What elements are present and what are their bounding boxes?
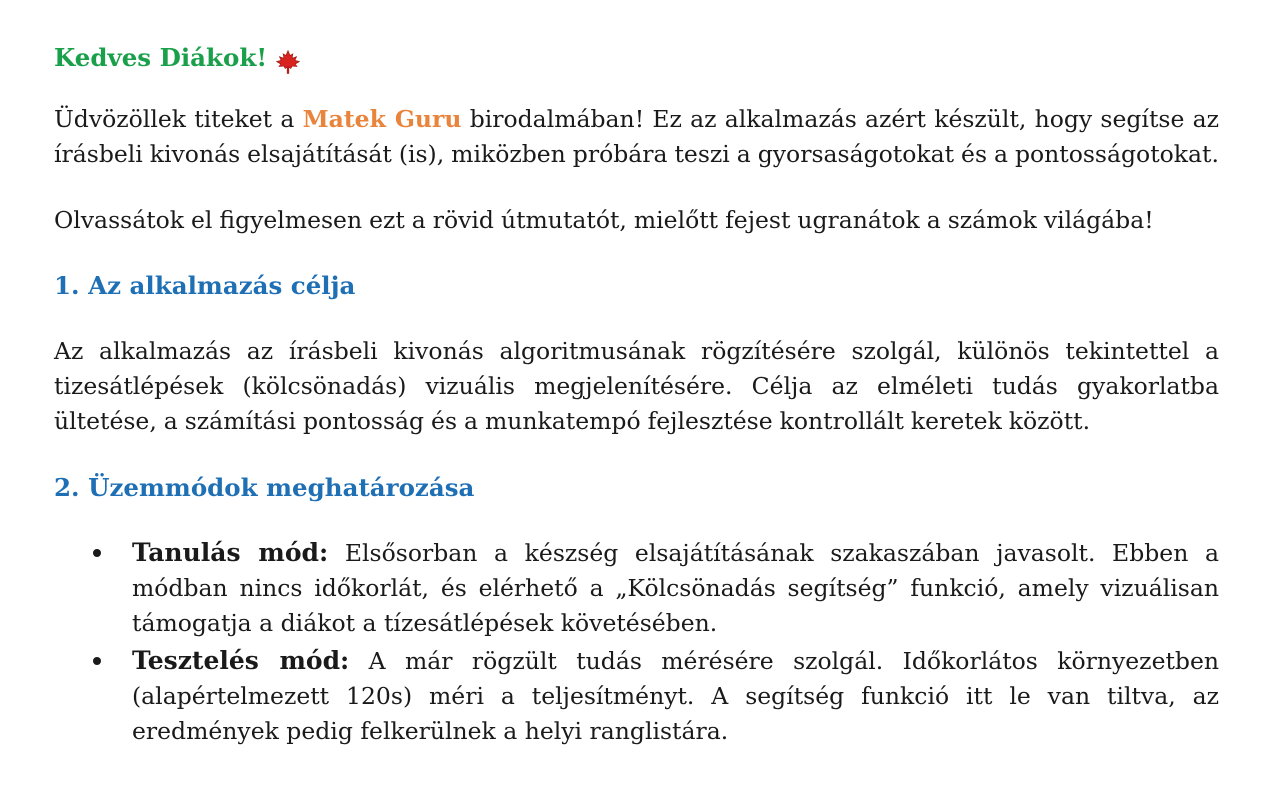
list-item-learning-mode: [54, 535, 1219, 641]
list-item-test-mode: [54, 643, 1219, 749]
intro-note: Olvassátok el figyelmesen ezt a rövid útmutatót, mielőtt fejest ugranátok a számok világába!: [54, 206, 1154, 234]
mode-name-learning: Tanulás mód:: [132, 538, 329, 567]
mode-description-learning: Elsősorban a készség elsajátításának szakaszában javasolt. Ebben a módban nincs időkorlát, és elérhető a „Kölcsönadás segítség” funkció, amely vizuálisan támogatja a diákot a tízesátlépések követésében.: [132, 539, 1219, 637]
intro-before-brand: Üdvözöllek titeket a: [54, 105, 303, 133]
mode-description-test: A már rögzült tudás mérésére szolgál. Időkorlátos környezetben (alapértelmezett 120s) méri a teljesítményt. A segítség funkció itt le van tiltva, az eredmények pedig felkerülnek a helyi ranglistára.: [132, 647, 1220, 745]
brand-name: Matek Guru: [302, 105, 462, 133]
intro-after-brand: birodalmában! Ez az alkalmazás azért készült, hogy segítse az írásbeli kivonás elsajátítását (is), miközben próbára teszi a gyorsaságotokat és a pontosságotokat.: [54, 105, 1219, 168]
bullet-icon: [93, 657, 101, 665]
intro-paragraph: [54, 102, 1219, 172]
section-heading-modes: 2. Üzemmódok meghatározása: [54, 473, 475, 502]
section-heading-goal: 1. Az alkalmazás célja: [54, 271, 356, 300]
maple-leaf-icon: [275, 45, 301, 71]
greeting-text: Kedves Diákok!: [54, 43, 268, 72]
bullet-icon: [93, 549, 101, 557]
goal-paragraph: Az alkalmazás az írásbeli kivonás algoritmusának rögzítésére szolgál, különös tekintettel a tizesátlépések (kölcsönadás) vizuális megjelenítésére. Célja az elméleti tudás gyakorlatba ültetése, a számítási pontosság és a munkatempó fejlesztése kontrollált keretek között.: [54, 337, 1219, 435]
mode-name-test: Tesztelés mód:: [132, 646, 350, 675]
greeting-heading: [54, 36, 1219, 80]
modes-list: [54, 535, 1219, 749]
